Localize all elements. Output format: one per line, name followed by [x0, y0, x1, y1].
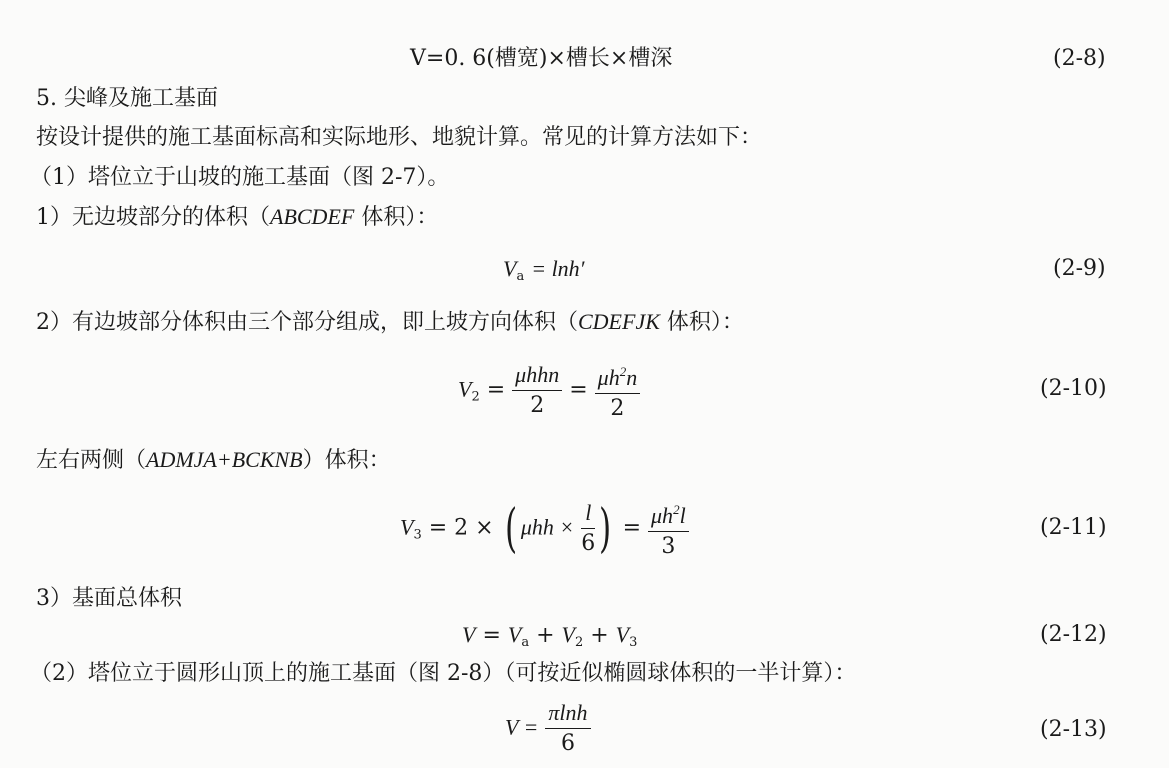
- fraction-l-over-6: $\frac{l}{6}$: [581, 500, 596, 556]
- equation-2-12: $V = V_a + V_2 + V_3$: [462, 622, 638, 650]
- equation-number-2-13: (2-13): [1040, 717, 1107, 742]
- equation-number-2-12: (2-12): [1040, 622, 1107, 647]
- equation-2-9-rhs: = lnh′: [531, 256, 585, 281]
- item-2: （2）塔位立于圆形山顶上的施工基面（图 2-8）（可按近似椭圆球体积的一半计算）：: [30, 661, 857, 686]
- equation-2-8-text: V=0. 6(槽宽)×槽长×槽深: [410, 46, 673, 71]
- subitem-3: 3）基面总体积: [36, 586, 182, 611]
- subitem-1-letters: ABCDEF: [270, 204, 355, 229]
- equation-number-2-8: (2-8): [1053, 46, 1106, 71]
- equation-2-10: $V_2$ = $\frac{\text{μhhn}}{2}$ = $\frac{\mu h^2n}{2}$: [458, 358, 640, 423]
- equation-2-9: $V_a = \ln h'$: [503, 256, 585, 284]
- equation-2-8: [410, 44, 672, 74]
- subitem-2-letters: CDEFJK: [578, 309, 660, 334]
- equation-number-2-9: (2-9): [1053, 256, 1106, 281]
- fraction-pi-lnh-over-6: $\frac{\pi\ln h}{6}$: [545, 699, 590, 758]
- subitem-1: 1）无边坡部分的体积（ABCDEF 体积）：: [36, 204, 439, 230]
- fraction-result: $\frac{\mu h^2l}{3}$: [648, 496, 689, 561]
- equation-number-2-11: (2-11): [1040, 515, 1107, 540]
- fraction-1: $\frac{\text{μhhn}}{2}$: [512, 361, 562, 420]
- left-paren: (: [504, 498, 517, 559]
- equation-2-11: $V_3 = 2$ × ( μhh × $\frac{l}{6}$ ) = $\frac{\mu h^2l}{3}$: [400, 496, 689, 561]
- equation-number-2-10: (2-10): [1040, 376, 1107, 401]
- equation-2-13: V = $\frac{\pi\ln h}{6}$: [505, 699, 591, 758]
- fraction-2: $\frac{\mu h^2n}{2}$: [595, 358, 641, 423]
- paragraph-intro: 按设计提供的施工基面标高和实际地形、地貌计算。常见的计算方法如下：: [36, 125, 763, 150]
- section-heading: 5. 尖峰及施工基面: [36, 86, 218, 111]
- sides-letters: ADMJA+BCKNB: [146, 447, 303, 472]
- right-paren: ): [599, 498, 612, 559]
- item-1: （1）塔位立于山坡的施工基面（图 2-7）。: [30, 165, 450, 190]
- sides-volume-label: 左右两侧（ADMJA+BCKNB）体积：: [36, 447, 391, 473]
- subitem-2: 2）有边坡部分体积由三个部分组成，即上坡方向体积（CDEFJK 体积）：: [36, 309, 744, 335]
